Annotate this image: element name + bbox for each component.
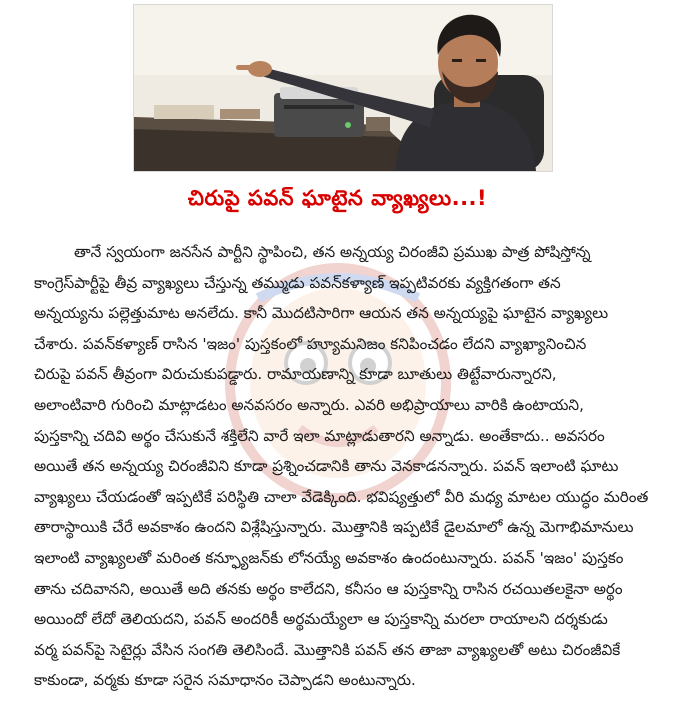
- article-line: ఇలాంటి వ్యాఖ్యలతో మరింత కన్ఫ్యూజన్‌కు లోనయ్యే అవకాశం ఉందంటున్నారు. పవన్ 'ఇజం' పుస్తకం: [34, 548, 624, 567]
- article-line: అలాంటివారి గురించి మాట్లాడటం అనవసరం అన్నారు. ఎవరి అభిప్రాయాలు వారికి ఉంటాయని,: [34, 395, 584, 414]
- article-line: కాకుండా, వర్మకు కూడా సరైన సమాధానం చెప్పాడని అంటున్నారు.: [34, 671, 416, 690]
- article-line: తాను చదివానని, అయితే అది తనకు అర్థం కాలేదని, కనీసం ఆ పుస్తకాన్ని రాసిన రచయితలకైనా అర్థం: [34, 579, 623, 598]
- article-line: చిరుపై పవన్ తీవ్రంగా విరుచుకుపడ్డారు. రామాయణాన్ని కూడా బూతులు తిట్టేవారున్నారని,: [34, 365, 557, 384]
- article-line: కాంగ్రెస్‌పార్టీపై తీవ్ర వ్యాఖ్యలు చేస్తున్న తమ్ముడు పవన్‌కళ్యాణ్ ఇప్పటివరకు వ్యక్తిగతంగా తన: [34, 273, 561, 292]
- article-line: వర్మ పవన్‌పై సెటైర్లు వేసిన సంగతి తెలిసిందే. మొత్తానికి పవన్ తన తాజా వ్యాఖ్యలతో అటు చిరంజీవికే: [34, 640, 621, 659]
- article-line: తానే స్వయంగా జనసేన పార్టీని స్థాపించి, తన అన్నయ్య చిరంజీవి ప్రముఖ పాత్ర పోషిస్తోన్న: [74, 243, 591, 261]
- article-headline: చిరుపై పవన్ ఘాటైన వ్యాఖ్యలు...!: [187, 186, 488, 210]
- article-line: తారాస్థాయికి చేరే అవకాశం ఉందని విశ్లేషిస్తున్నారు. మొత్తానికి ఇప్పటికే డైలమాలో ఉన్న మెగాభిమానులు: [34, 518, 634, 537]
- article-line: పుస్తకాన్ని చదివి అర్థం చేసుకునే శక్తిలేని వారే ఇలా మాట్లాడుతారని అన్నాడు. అంతేకాదు.. అవసరం: [34, 426, 605, 445]
- article-line: అయితే తన అన్నయ్య చిరంజీవిని కూడా ప్రశ్నించడానికి తాను వెనకాడనన్నారు. పవన్ ఇలాంటి ఘాటు: [34, 457, 619, 476]
- article-body: [34, 237, 650, 696]
- article-line: అన్నయ్యను పల్లెత్తుమాట అనలేదు. కానీ మొదటిసారిగా ఆయన తన అన్నయ్యపై ఘాటైన వ్యాఖ్యలు: [34, 304, 609, 323]
- article-line: చేశారు. పవన్‌కళ్యాణ్ రాసిన 'ఇజం' పుస్తకంలో హ్యూమనిజం కనిపించడం లేదని వ్యాఖ్యానించిన: [34, 334, 587, 353]
- article-photo: [133, 4, 553, 172]
- article-line: అయిందో లేదో తెలియదని, పవన్ అందరికీ అర్థమయ్యేలా ఆ పుస్తకాన్ని మరలా రాయాలని దర్శకుడు: [34, 610, 608, 629]
- article-line: వ్యాఖ్యలు చేయడంతో ఇప్పటికే పరిస్థితి చాలా వేడెక్కింది. భవిష్యత్తులో వీరి మధ్య మాటల యుద్ధం మరింత: [34, 487, 649, 506]
